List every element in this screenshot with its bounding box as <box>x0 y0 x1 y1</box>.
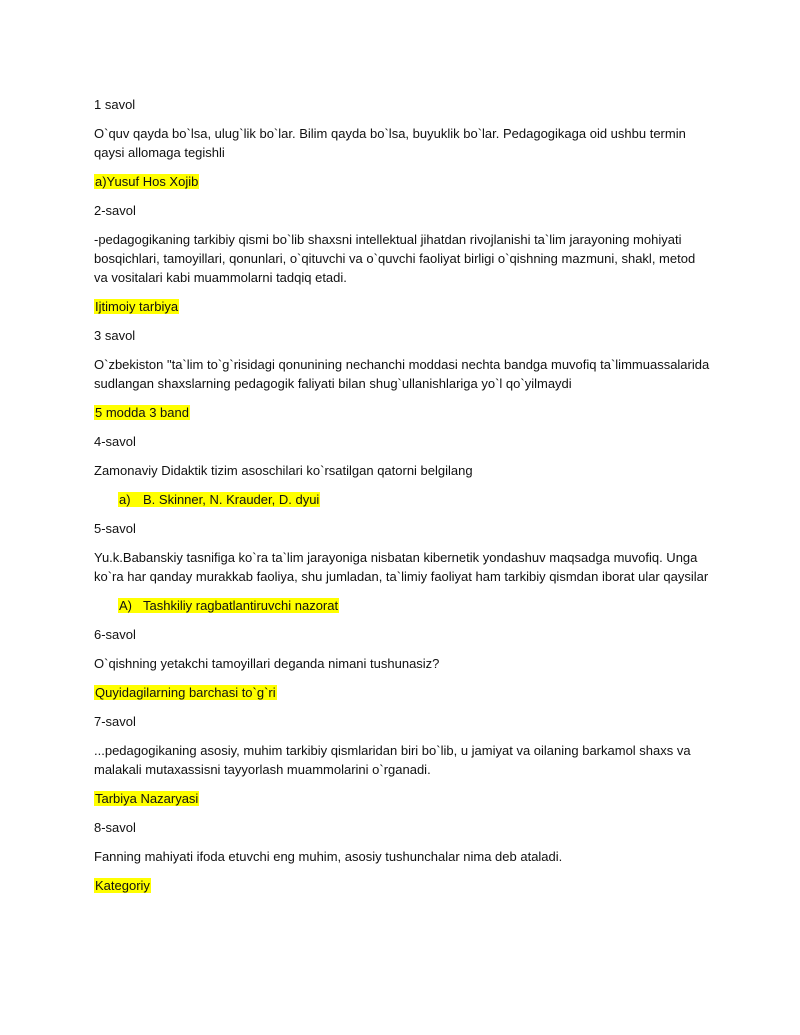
answer-highlight <box>118 598 339 613</box>
answer-highlight: a)Yusuf Hos Xojib <box>95 174 199 189</box>
question-6-label: 6-savol <box>94 627 136 642</box>
question-5-label: 5-savol <box>94 521 136 536</box>
question-8-answer <box>94 876 710 895</box>
question-6-text: O`qishning yetakchi tamoyillari deganda nimani tushunasiz? <box>94 656 440 671</box>
question-3-text: O`zbekiston "ta`lim to`g`risidagi qonunining nechanchi moddasi nechta bandga muvofiq ta`limmuassalarida sudlangan shaxslarning pedagogik faliyati bilan shug`ullanishlariga yo`l qo`yilmaydi <box>94 357 710 391</box>
question-3-answer <box>94 403 710 422</box>
answer-highlight: Tarbiya Nazaryasi <box>95 791 199 806</box>
question-2-answer <box>94 297 710 316</box>
question-1-label: 1 savol <box>94 97 136 112</box>
question-1-answer <box>94 172 710 191</box>
question-4-answer <box>94 490 710 509</box>
answer-highlight <box>118 492 320 507</box>
answer-text: B. Skinner, N. Krauder, D. dyui <box>143 492 320 507</box>
question-2-label: 2-savol <box>94 203 136 218</box>
question-1-text: O`quv qayda bo`lsa, ulug`lik bo`lar. Bilim qayda bo`lsa, buyuklik bo`lar. Pedagogikaga oid ushbu termin qaysi allomaga tegishli <box>94 126 686 160</box>
question-4-text: Zamonaviy Didaktik tizim asoschilari ko`rsatilgan qatorni belgilang <box>94 463 473 478</box>
question-4-label: 4-savol <box>94 434 136 449</box>
question-7-answer <box>94 789 710 808</box>
answer-highlight: Ijtimoiy tarbiya <box>95 299 179 314</box>
question-8-text: Fanning mahiyati ifoda etuvchi eng muhim, asosiy tushunchalar nima deb ataladi. <box>94 849 563 864</box>
list-marker: a) <box>119 492 131 507</box>
question-5-answer <box>94 596 710 615</box>
question-2-text: -pedagogikaning tarkibiy qismi bo`lib shaxsni intellektual jihatdan rivojlanishi ta`lim jarayoning mohiyati bosqichlari, tamoyillari, qonunlari, o`qituvchi va o`quvchi faoliyat birligi o`qishning mazmuni, shakl, metod va vositalari kabi muammolarni tadqiq etadi. <box>94 232 696 285</box>
question-6-answer <box>94 683 710 702</box>
question-5-text: Yu.k.Babanskiy tasnifiga ko`ra ta`lim jarayoniga nisbatan kibernetik yondashuv maqsadga muvofiq. Unga ko`ra har qanday murakkab faoliya, shu jumladan, ta`limiy faoliyat ham tarkibiy qismdan iborat ular qaysilar <box>94 550 709 584</box>
question-8-label: 8-savol <box>94 820 136 835</box>
answer-highlight: Kategoriy <box>95 878 150 893</box>
answer-highlight: Quyidagilarning barchasi to`g`ri <box>95 685 276 700</box>
list-marker: A) <box>119 598 132 613</box>
answer-text: Tashkiliy ragbatlantiruvchi nazorat <box>143 598 339 613</box>
question-3-label: 3 savol <box>94 328 136 343</box>
answer-highlight: 5 modda 3 band <box>95 405 189 420</box>
question-7-label: 7-savol <box>94 714 136 729</box>
question-7-text: ...pedagogikaning asosiy, muhim tarkibiy qismlaridan biri bo`lib, u jamiyat va oilaning barkamol shaxs va malakali mutaxassisni tayyorlash muammolarini o`rganadi. <box>94 743 691 777</box>
